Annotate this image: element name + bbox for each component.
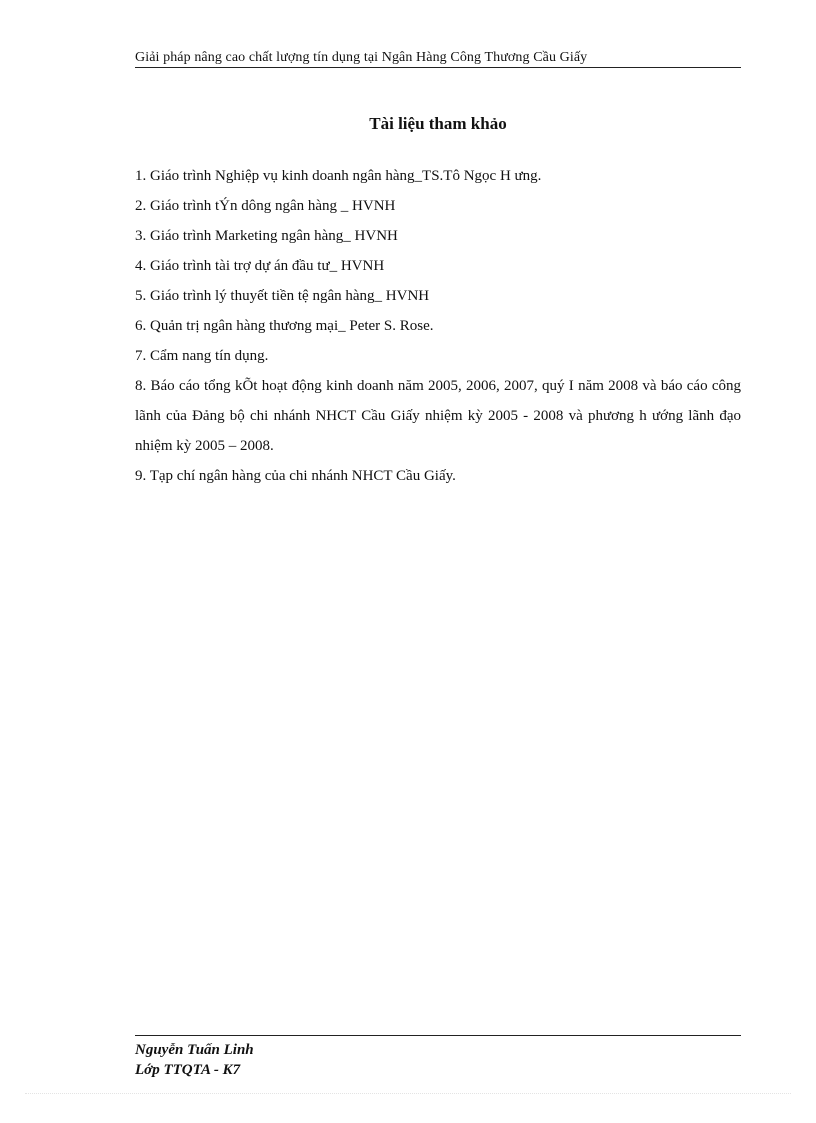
page-footer [135, 1035, 741, 1080]
reference-item: 7. Cẩm nang tín dụng. [135, 348, 269, 364]
page-bottom-divider [25, 1093, 791, 1094]
reference-item: 2. Giáo trình tÝn dông ngân hàng _ HVNH [135, 198, 396, 214]
reference-item: 9. Tạp chí ngân hàng của chi nhánh NHCT Cầu Giấy. [135, 468, 456, 484]
page-header: Giải pháp nâng cao chất lượng tín dụng tại Ngân Hàng Công Thương Cầu Giấy [135, 50, 741, 68]
reference-item: 8. Báo cáo tổng kÕt hoạt động kinh doanh năm 2005, 2006, 2007, quý I năm 2008 và báo cáo công lãnh của Đảng bộ chi nhánh NHCT Cầu Giấy nhiệm kỳ 2005 - 2008 và phương h ướng lãnh đạo nhiệm kỳ 2005 – 2008. [135, 378, 741, 454]
reference-item: 5. Giáo trình lý thuyết tiền tệ ngân hàng_ HVNH [135, 288, 430, 304]
reference-item: 4. Giáo trình tài trợ dự án đầu tư_ HVNH [135, 258, 385, 274]
reference-item: 1. Giáo trình Nghiệp vụ kinh doanh ngân hàng_TS.Tô Ngọc H ưng. [135, 168, 542, 184]
footer-class: Lớp TTQTA - K7 [135, 1062, 241, 1078]
footer-author: Nguyễn Tuấn Linh [135, 1042, 254, 1058]
reference-list [135, 161, 741, 491]
reference-item: 3. Giáo trình Marketing ngân hàng_ HVNH [135, 228, 398, 244]
reference-item: 6. Quản trị ngân hàng thương mại_ Peter S. Rose. [135, 318, 434, 334]
page-title: Tài liệu tham khảo [369, 114, 507, 133]
